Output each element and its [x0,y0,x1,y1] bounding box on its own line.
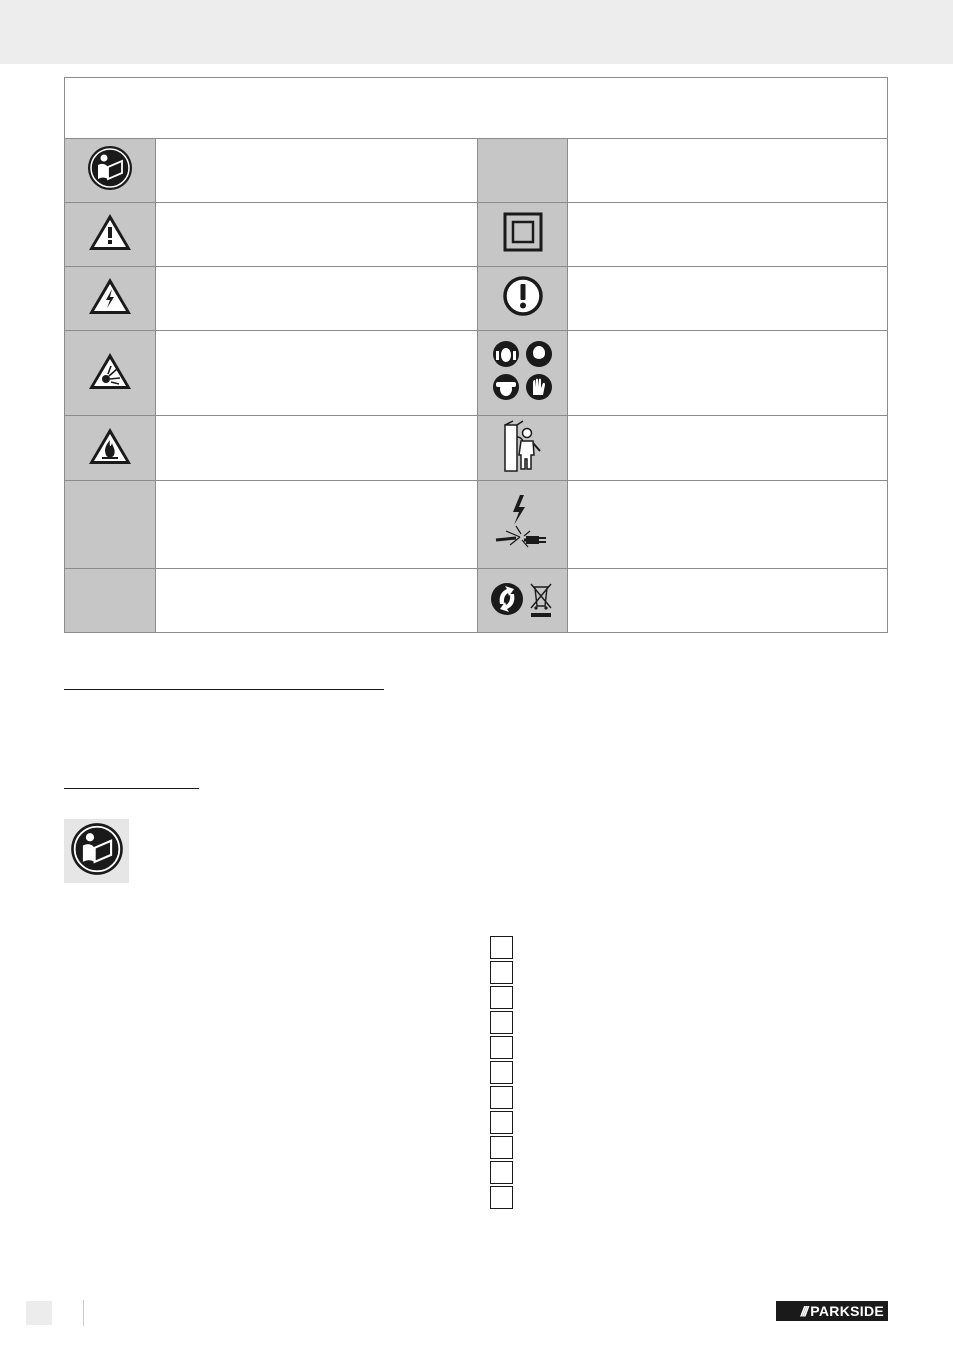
table-header [65,78,887,139]
part-number-box [490,1061,513,1084]
symbol-cell [65,203,155,266]
symbol-cell [65,416,155,480]
symbol-cell [478,203,567,266]
part-number-box [490,1186,513,1209]
keep-children-away-icon [503,419,543,478]
electric-shock-warning-icon [87,276,133,321]
page-number-box [26,1301,52,1325]
symbol-cell [478,569,567,632]
symbol-cell [478,139,567,202]
brand-name: PARKSIDE [810,1303,884,1319]
header-band [0,0,953,64]
symbol-cell [478,331,567,415]
damaged-cable-icon [494,493,552,556]
part-number-box [490,1161,513,1184]
part-number-box [490,936,513,959]
symbol-cell [65,267,155,330]
fire-warning-icon [87,426,133,471]
symbol-cell [65,481,155,568]
row-divider [65,568,887,569]
row-divider [65,415,887,416]
protective-equipment-icon [492,339,554,408]
part-number-box [490,1011,513,1034]
column-divider [155,139,156,632]
part-number-box [490,1036,513,1059]
brand-logo [776,1301,888,1321]
row-divider [65,480,887,481]
symbol-cell [65,331,155,415]
symbol-cell [478,416,567,480]
explosion-warning-icon [87,351,133,396]
symbol-cell [65,139,155,202]
symbol-cell [478,481,567,568]
symbols-table [64,77,888,633]
part-number-box [490,961,513,984]
part-number-box [490,1111,513,1134]
warning-icon [87,212,133,257]
symbol-cell [65,569,155,632]
row-divider [65,266,887,267]
row-divider [65,202,887,203]
symbol-description [568,139,887,202]
part-number-box [490,1136,513,1159]
recycling-disposal-icon [491,578,555,623]
section-heading-rule [64,788,199,789]
symbol-cell [478,267,567,330]
part-number-box [490,986,513,1009]
section-heading-rule [64,689,384,690]
part-number-box [490,1086,513,1109]
protection-class-ii-icon [503,212,543,257]
read-manual-icon [70,822,124,881]
symbol-description [156,139,477,202]
row-divider [65,330,887,331]
attention-icon [502,275,544,322]
brand-slashes: /// [800,1303,807,1319]
column-divider [567,139,568,632]
read-manual-icon [87,145,133,196]
manual-notice-box [64,819,129,883]
footer-divider [83,1300,84,1326]
